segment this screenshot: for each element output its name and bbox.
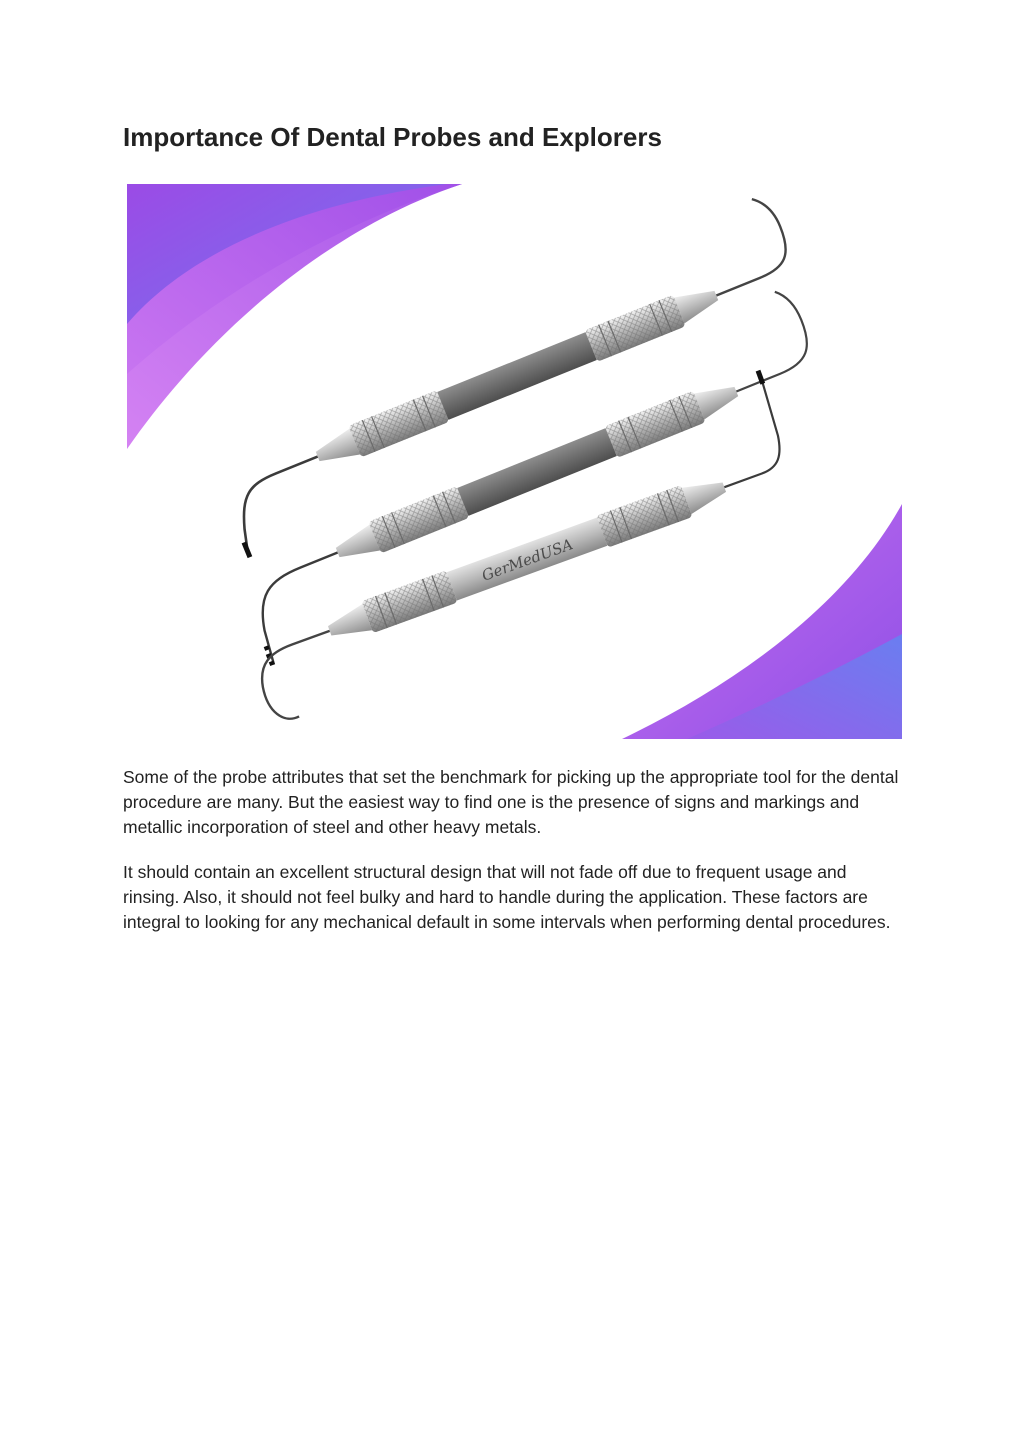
product-image bbox=[127, 184, 902, 739]
paragraph-2: It should contain an excellent structural design that will not fade off due to frequent usage and rinsing. Also, it should not feel bulky and hard to handle during the application. These factors are integral to looking for any mechanical default in some intervals when performing dental procedures. bbox=[123, 862, 891, 932]
dental-instruments-illustration bbox=[127, 184, 902, 739]
paragraph-1: Some of the probe attributes that set the benchmark for picking up the appropriate tool for the dental procedure are many. But the easiest way to find one is the presence of signs and markings and metallic incorporation of steel and other heavy metals. bbox=[123, 767, 899, 837]
brand-engraving: GerMedUSA bbox=[479, 535, 576, 585]
page-title: Importance Of Dental Probes and Explorers bbox=[123, 122, 662, 152]
